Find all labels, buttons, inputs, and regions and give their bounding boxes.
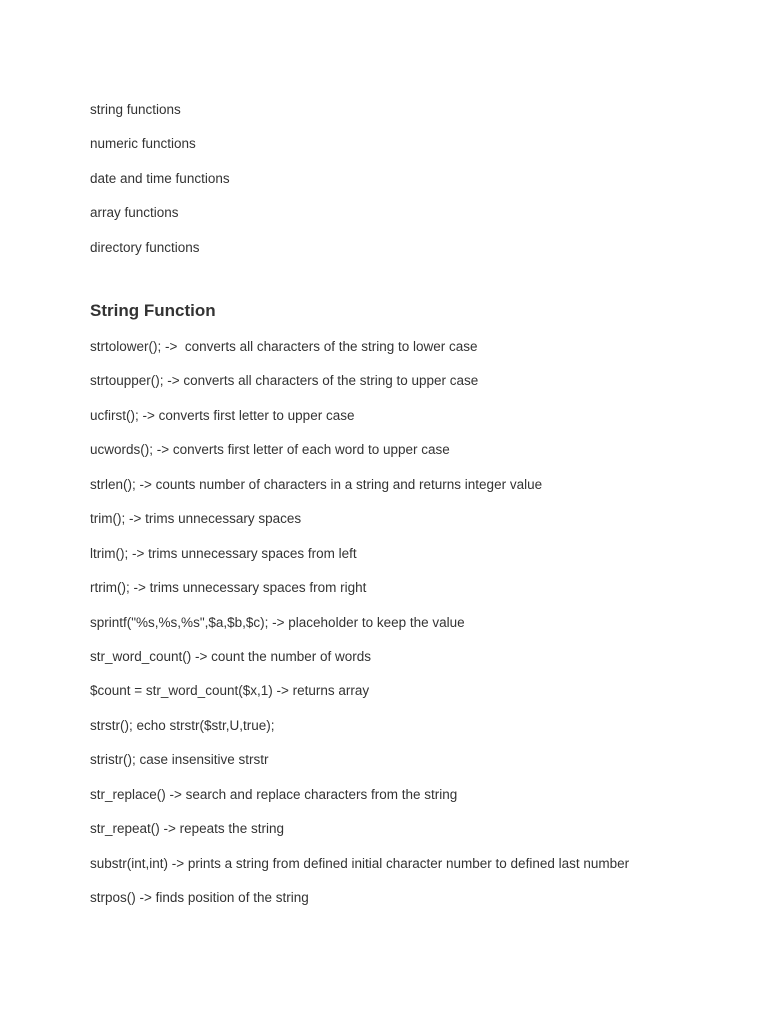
function-item: str_replace() -> search and replace characters from the string [90,786,458,802]
function-item: $count = str_word_count($x,1) -> returns array [90,683,370,699]
function-item: ucwords(); -> converts first letter of each word to upper case [90,442,450,458]
topic-item: date and time functions [90,170,230,186]
function-item: strlen(); -> counts number of characters in a string and returns integer value [90,476,543,492]
topic-item: array functions [90,205,179,221]
section-heading: String Function [90,301,216,320]
topic-item: numeric functions [90,136,196,152]
function-item: strtolower(); -> converts all characters of the string to lower case [90,339,478,354]
function-item: strstr(); echo strstr($str,U,true); [90,717,275,733]
function-list [90,338,629,923]
function-item: trim(); -> trims unnecessary spaces [90,511,302,527]
function-item: sprintf("%s,%s,%s",$a,$b,$c); -> placeholder to keep the value [90,614,465,630]
function-item: ltrim(); -> trims unnecessary spaces from left [90,545,357,561]
function-item: strpos() -> finds position of the string [90,890,309,905]
function-item: str_word_count() -> count the number of words [90,648,372,664]
function-item: substr(int,int) -> prints a string from defined initial character number to defined last number [90,855,630,871]
function-item: strtoupper(); -> converts all characters of the string to upper case [90,373,479,389]
function-item: str_repeat() -> repeats the string [90,821,284,837]
topic-item: directory functions [90,239,200,255]
topic-list [90,101,230,273]
function-item: rtrim(); -> trims unnecessary spaces from right [90,580,367,596]
topic-item: string functions [90,102,181,117]
function-item: stristr(); case insensitive strstr [90,752,269,768]
function-item: ucfirst(); -> converts first letter to upper case [90,407,355,423]
